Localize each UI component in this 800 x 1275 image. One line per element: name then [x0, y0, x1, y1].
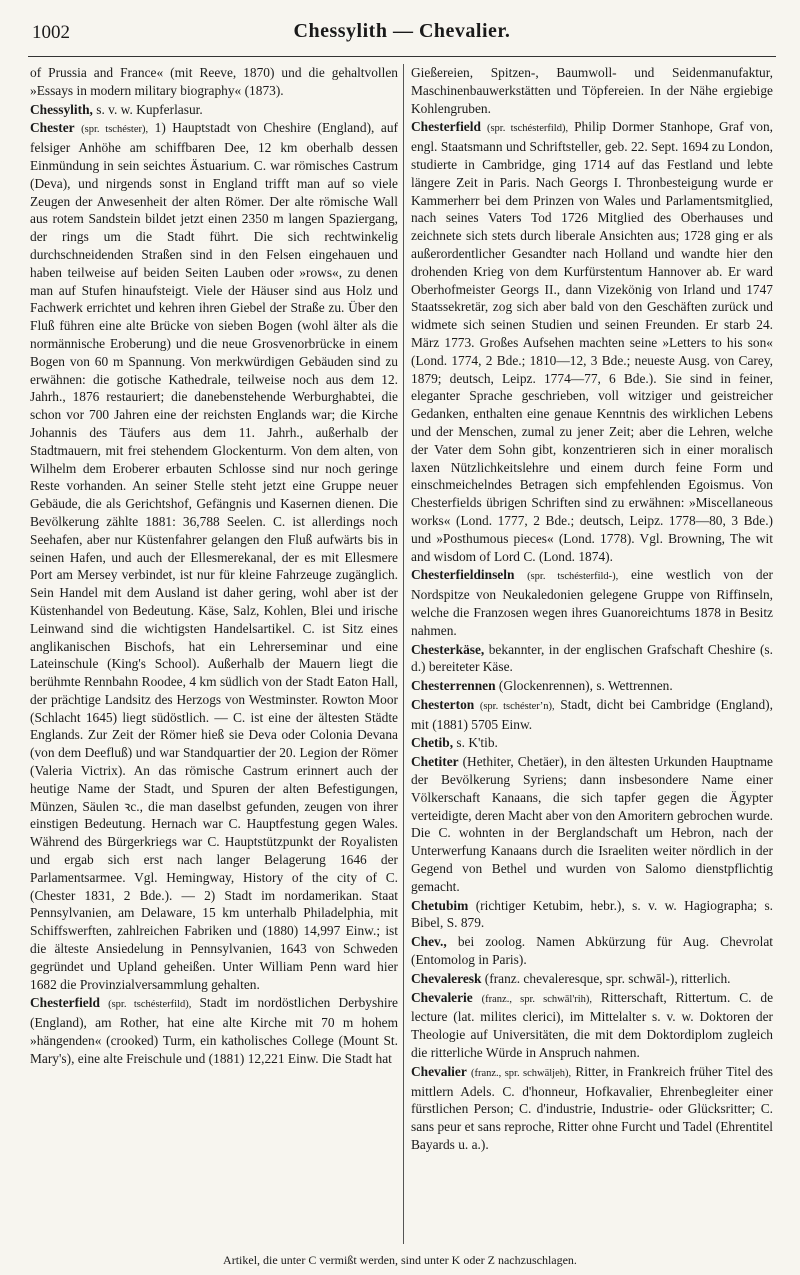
entry-pronunciation: (spr. tschésterfild-),	[527, 571, 619, 583]
page-footer: Artikel, die unter C vermißt werden, sind unter K oder Z nachzuschlagen.	[223, 1253, 577, 1267]
dictionary-entry	[30, 119, 398, 993]
entry-text: Philip Dormer Stanhope, Graf von, engl. Staatsmann und Schriftsteller, geb. 22. Sept. 1694 zu London, studierte in Cambridge, ging 1714 auf das Festland und lebte längere Zeit in Paris. Nach Georgs I. Thronbesteigung wurde er Kammerherr bei dem Prinzen von Wales und Parlamentsmitglied, nach seines Vaters Tod 1726 Mitglied des Oberhauses und zeichnete sich stets durch liberale Ansichten aus; 1728 ging er als außerordentlicher Gesandter nach Holland und wandte hier den drohenden Krieg von dem Kurfürstentum Hannover ab. Er ward Oberhofmeister Georgs II., dann Vizekönig von Irland und 1747 Staatssekretär, zog sich aber bald von den Geschäften zurück und widmete sich seinen Studien und seinen Freunden. Er starb 24. März 1773. Großes Aufsehen machten seine »Letters to his son« (Lond. 1774, 2 Bde.; 1810—12, 3 Bde.; neueste Ausg. von Carey, 1879; deutsch, Leipz. 1774—77, 6 Bde.). Sie sind in feiner, eleganter Sprache geschrieben, voll witziger und geistreicher Gedanken, enthalten eine genaue Kenntnis des wirklichen Lebens und der Menschen, zumal zu jener Zeit; aber die Lehren, welche der Vater dem Sohn gibt, konzentrieren sich in einer moralisch laxen Nützlichkeitslehre und einem durch feine Form und einschmeichelndes Betragen sich empfehlenden Egoismus. Von Chesterfields übrigen Schriften sind zu erwähnen: »Miscellaneous works« (Lond. 1777, 2 Bde.; deutsch, Leipz. 1778—80, 3 Bde.) und »Posthumous pieces« (Lond. 1778). Vgl. Browning, The wit and wisdom of Lord C. (Lond. 1874).	[411, 119, 773, 564]
entry-headword: Chesterton	[411, 696, 475, 712]
dictionary-entry	[411, 970, 773, 988]
dictionary-entry	[30, 994, 398, 1067]
entry-pronunciation: (spr. tschéster),	[81, 124, 149, 136]
entry-pronunciation: (spr. tschésterfild),	[486, 123, 569, 135]
dictionary-entry	[30, 101, 398, 119]
entry-headword: Chesterrennen	[411, 678, 496, 694]
entry-text: (Hethiter, Chetäer), in den ältesten Urkunden Hauptname der Bevölkerung Syriens; dann insbesondere Name einer Völkerschaft Kanaans, die sich tapfer gegen die Ägypter verteidigte, deren Macht aber von den Amoritern gebrochen wurde. Die C. wohnten in der Berglandschaft um Hebron, nach der Unterwerfung Kanaans durch die Israeliten weiter nördlich in der Gegend von Bethel und wurden von Salomo dienstpflichtig gemacht.	[411, 754, 773, 894]
entry-headword: Chesterfield	[30, 995, 100, 1011]
entry-headword: Chesterkäse,	[411, 641, 485, 657]
entry-text: Stadt, dicht bei Cambridge (England), mit (1881) 5705 Einw.	[411, 696, 773, 732]
dictionary-entry	[411, 753, 773, 895]
entry-text: (Glockenrennen), s. Wettrennen.	[498, 678, 673, 694]
page-header	[28, 14, 776, 54]
entry-headword: Chesterfieldinseln	[411, 567, 515, 583]
dictionary-entry	[411, 677, 773, 695]
entry-text: Stadt im nordöstlichen Derbyshire (England), am Rother, hat eine alte Kirche mit 70 m hohem »hängenden« (crooked) Turm, ein katholisches College (Mount St. Mary's), eine alte Freischule und (1881) 12,221 Einw. Die Stadt hat	[30, 995, 398, 1066]
entry-pronunciation: (franz., spr. schwāl'rih),	[481, 993, 593, 1005]
entry-headword: Chev.,	[411, 934, 447, 950]
dictionary-entry	[411, 641, 773, 677]
dictionary-entry	[411, 734, 773, 752]
entry-headword: Chessylith,	[30, 101, 93, 117]
entry-text: (franz. chevaleresque, spr. schwāl-), ritterlich.	[484, 970, 731, 986]
entry-pronunciation: (spr. tschésterfild),	[108, 999, 192, 1011]
entry-headword: Chevalier	[411, 1063, 467, 1079]
right-column	[411, 64, 773, 1249]
dictionary-entry	[411, 64, 773, 117]
entry-text: s. v. w. Kupferlasur.	[96, 101, 203, 117]
dictionary-entry	[411, 989, 773, 1062]
entry-text: Gießereien, Spitzen-, Baumwoll- und Seidenmanufaktur, Maschinenbauwerkstätten und Töpfereien. In der Nähe ergiebige Kohlengruben.	[411, 65, 773, 116]
entry-text: eine westlich von der Nordspitze von Neukaledonien gelegene Gruppe von Riffinseln, welche die Franzosen wegen ihres Guanoreichtums 1878 in Besitz nahmen.	[411, 567, 773, 638]
entry-text: Ritter, in Frankreich früher Titel des mittlern Adels. C. d'honneur, Hofkavalier, Ehrenbegleiter einer fürstlichen Person; C. d'industrie, Industrie- oder Glücksritter; C. sans peur et sans reproche, Ritter ohne Furcht und Tadel (Ehrentitel Bayards u. a.).	[411, 1063, 773, 1153]
dictionary-entry	[411, 566, 773, 639]
entry-headword: Chetiter	[411, 754, 459, 770]
entry-pronunciation: (spr. tschésterʼn),	[479, 700, 555, 712]
entry-text: of Prussia and France« (mit Reeve, 1870) und die gehaltvollen »Essays in modern military biography« (1873).	[30, 65, 398, 98]
entry-headword: Chevaleresk	[411, 970, 482, 986]
page-number: 1002	[32, 22, 70, 43]
entry-headword: Chevalerie	[411, 989, 473, 1005]
entry-text: s. K'tib.	[456, 735, 498, 751]
dictionary-entry	[411, 933, 773, 969]
entry-headword: Chetib,	[411, 735, 454, 751]
entry-headword: Chetubim	[411, 897, 469, 913]
dictionary-entry	[30, 64, 398, 100]
header-rule	[28, 56, 776, 57]
left-column	[30, 64, 398, 1249]
column-divider	[403, 64, 404, 1244]
entry-text: bekannter, in der englischen Grafschaft Cheshire (s. d.) bereiteter Käse.	[411, 641, 773, 675]
entry-headword: Chester	[30, 120, 75, 136]
entry-text: 1) Hauptstadt von Cheshire (England), auf felsiger Anhöhe am schiffbaren Dee, 12 km oberhalb dessen Einmündung in sein seichtes Ästuarium. C. war römisches Castrum (Deva), und nirgends sonst in England trifft man auf so viele Zeugen der Anwesenheit der alten Römer. Der alte römische Wall aus rotem Sandstein bildet jetzt einen 2350 m langen Spaziergang, der rings um die Stadt führt. Die sich rechtwinkelig durchschneidenden Straßen sind in den Felsen eingehauen und haben teilweise auf beiden Seiten Lauben oder »rows«, zu denen man auf Stufen hinaufsteigt. Viele der Häuser sind aus Holz und Fachwerk errichtet und kehren ihren Giebel der Straße zu. Über den Fluß führen eine alte Brücke von sieben Bogen (wohl älter als die normännische Eroberung) und die neue Grosvenorbrücke in einem Bogen von 60 m Spannung. Von merkwürdigen Gebäuden sind zu erwähnen: die gotische Kathedrale, teilweise noch aus dem 12. Jahrh., 1876 restauriert; die danebenstehende Werburghabtei, die schon vor 700 Jahren eine der reichsten Englands war; die Kirche Johannis des Täufers aus dem 11. Jahrh., außerhalb der Stadtmauern, mit frei stehendem Glockenturm. Von dem alten, von Wilhelm dem Eroberer erbauten Schlosse sind nur noch geringe Reste vorhanden. An seiner Stelle steht jetzt eine Gruppe neuer Gebäude, die als Gerichtshof, Gefängnis und Kasernen dienen. Die Bevölkerung zählte 1881: 36,788 Seelen. C. ist allerdings noch Seehafen, aber nur Küstenfahrer gelangen den Fluß aufwärts bis in seinen Hafen, und auch der Ellesmerekanal, der es mit Ellesmere Port am Mersey verbindet, ist nur für kleine Fahrzeuge zugänglich. Sein Handel mit dem Ausland ist daher gering, wohl aber ist der Küstenhandel von Bedeutung. Käse, Salz, Kohlen, Blei und irische Leinwand sind die wichtigsten Handelsartikel. C. ist Sitz eines anglikanischen Bischofs, hat ein Lehrerseminar und eine Lateinschule (King's School). Außerhalb der Mauern liegt die berühmte Rennbahn Roodee, 4 km südlich von der Stadt Eaton Hall, der prächtige Landsitz des Herzogs von Westminster. Rowton Moor (Schlacht 1645) liegt südöstlich. — C. ist eine der ältesten Städte Englands. Zur Zeit der Römer hieß sie Deva oder Colonia Devana (von dem Deefluß) und war Standquartier der 20. Legion der Römer (Valeria Victrix). An das römische Castrum erinnert auch der heutige Name der Stadt, und Spuren der alten Befestigungen, Münzen, Säulen ꝛc., die man daselbst gefunden, zeugen von ihrer einstigen Bedeutung. Hernach war C. Hauptfestung gegen Wales. Während des Bürgerkriegs war C. Hauptstützpunkt der Royalisten und ergab sich erst nach langer Belagerung 1646 der Parlamentsarmee. Vgl. Hemingway, History of the city of C. (Chester 1831, 2 Bde.). — 2) Stadt im nordamerikan. Staat Pennsylvanien, am Delaware, 15 km unterhalb Philadelphia, mit Schiffswerften, zahlreichen Fabriken und (1880) 14,997 Einw.; ist die älteste Ansiedelung in Pennsylvanien, 1643 von Schweden gegründet und Upland geheißen. Unter William Penn ward hier 1682 die Provinzialversammlung gehalten.	[30, 120, 398, 992]
entry-pronunciation: (franz., spr. schwäljeh),	[470, 1067, 572, 1079]
dictionary-entry	[411, 1063, 773, 1154]
running-head: Chessylith — Chevalier.	[293, 20, 511, 42]
dictionary-entry	[411, 118, 773, 565]
entry-headword: Chesterfield	[411, 119, 481, 135]
dictionary-entry	[411, 897, 773, 933]
entry-text: bei zoolog. Namen Abkürzung für Aug. Chevrolat (Entomolog in Paris).	[411, 934, 773, 968]
entry-text: (richtiger Ketubim, hebr.), s. v. w. Hagiographa; s. Bibel, S. 879.	[411, 897, 773, 931]
dictionary-entry	[411, 696, 773, 734]
entry-text: Ritterschaft, Rittertum. C. de lecture (lat. milites clerici), im Mittelalter s. v. w. Doktoren der Theologie auf Universitäten, die mit dem Doktordiplom zugleich die ritterliche Würde in Anspruch nahmen.	[411, 989, 773, 1061]
